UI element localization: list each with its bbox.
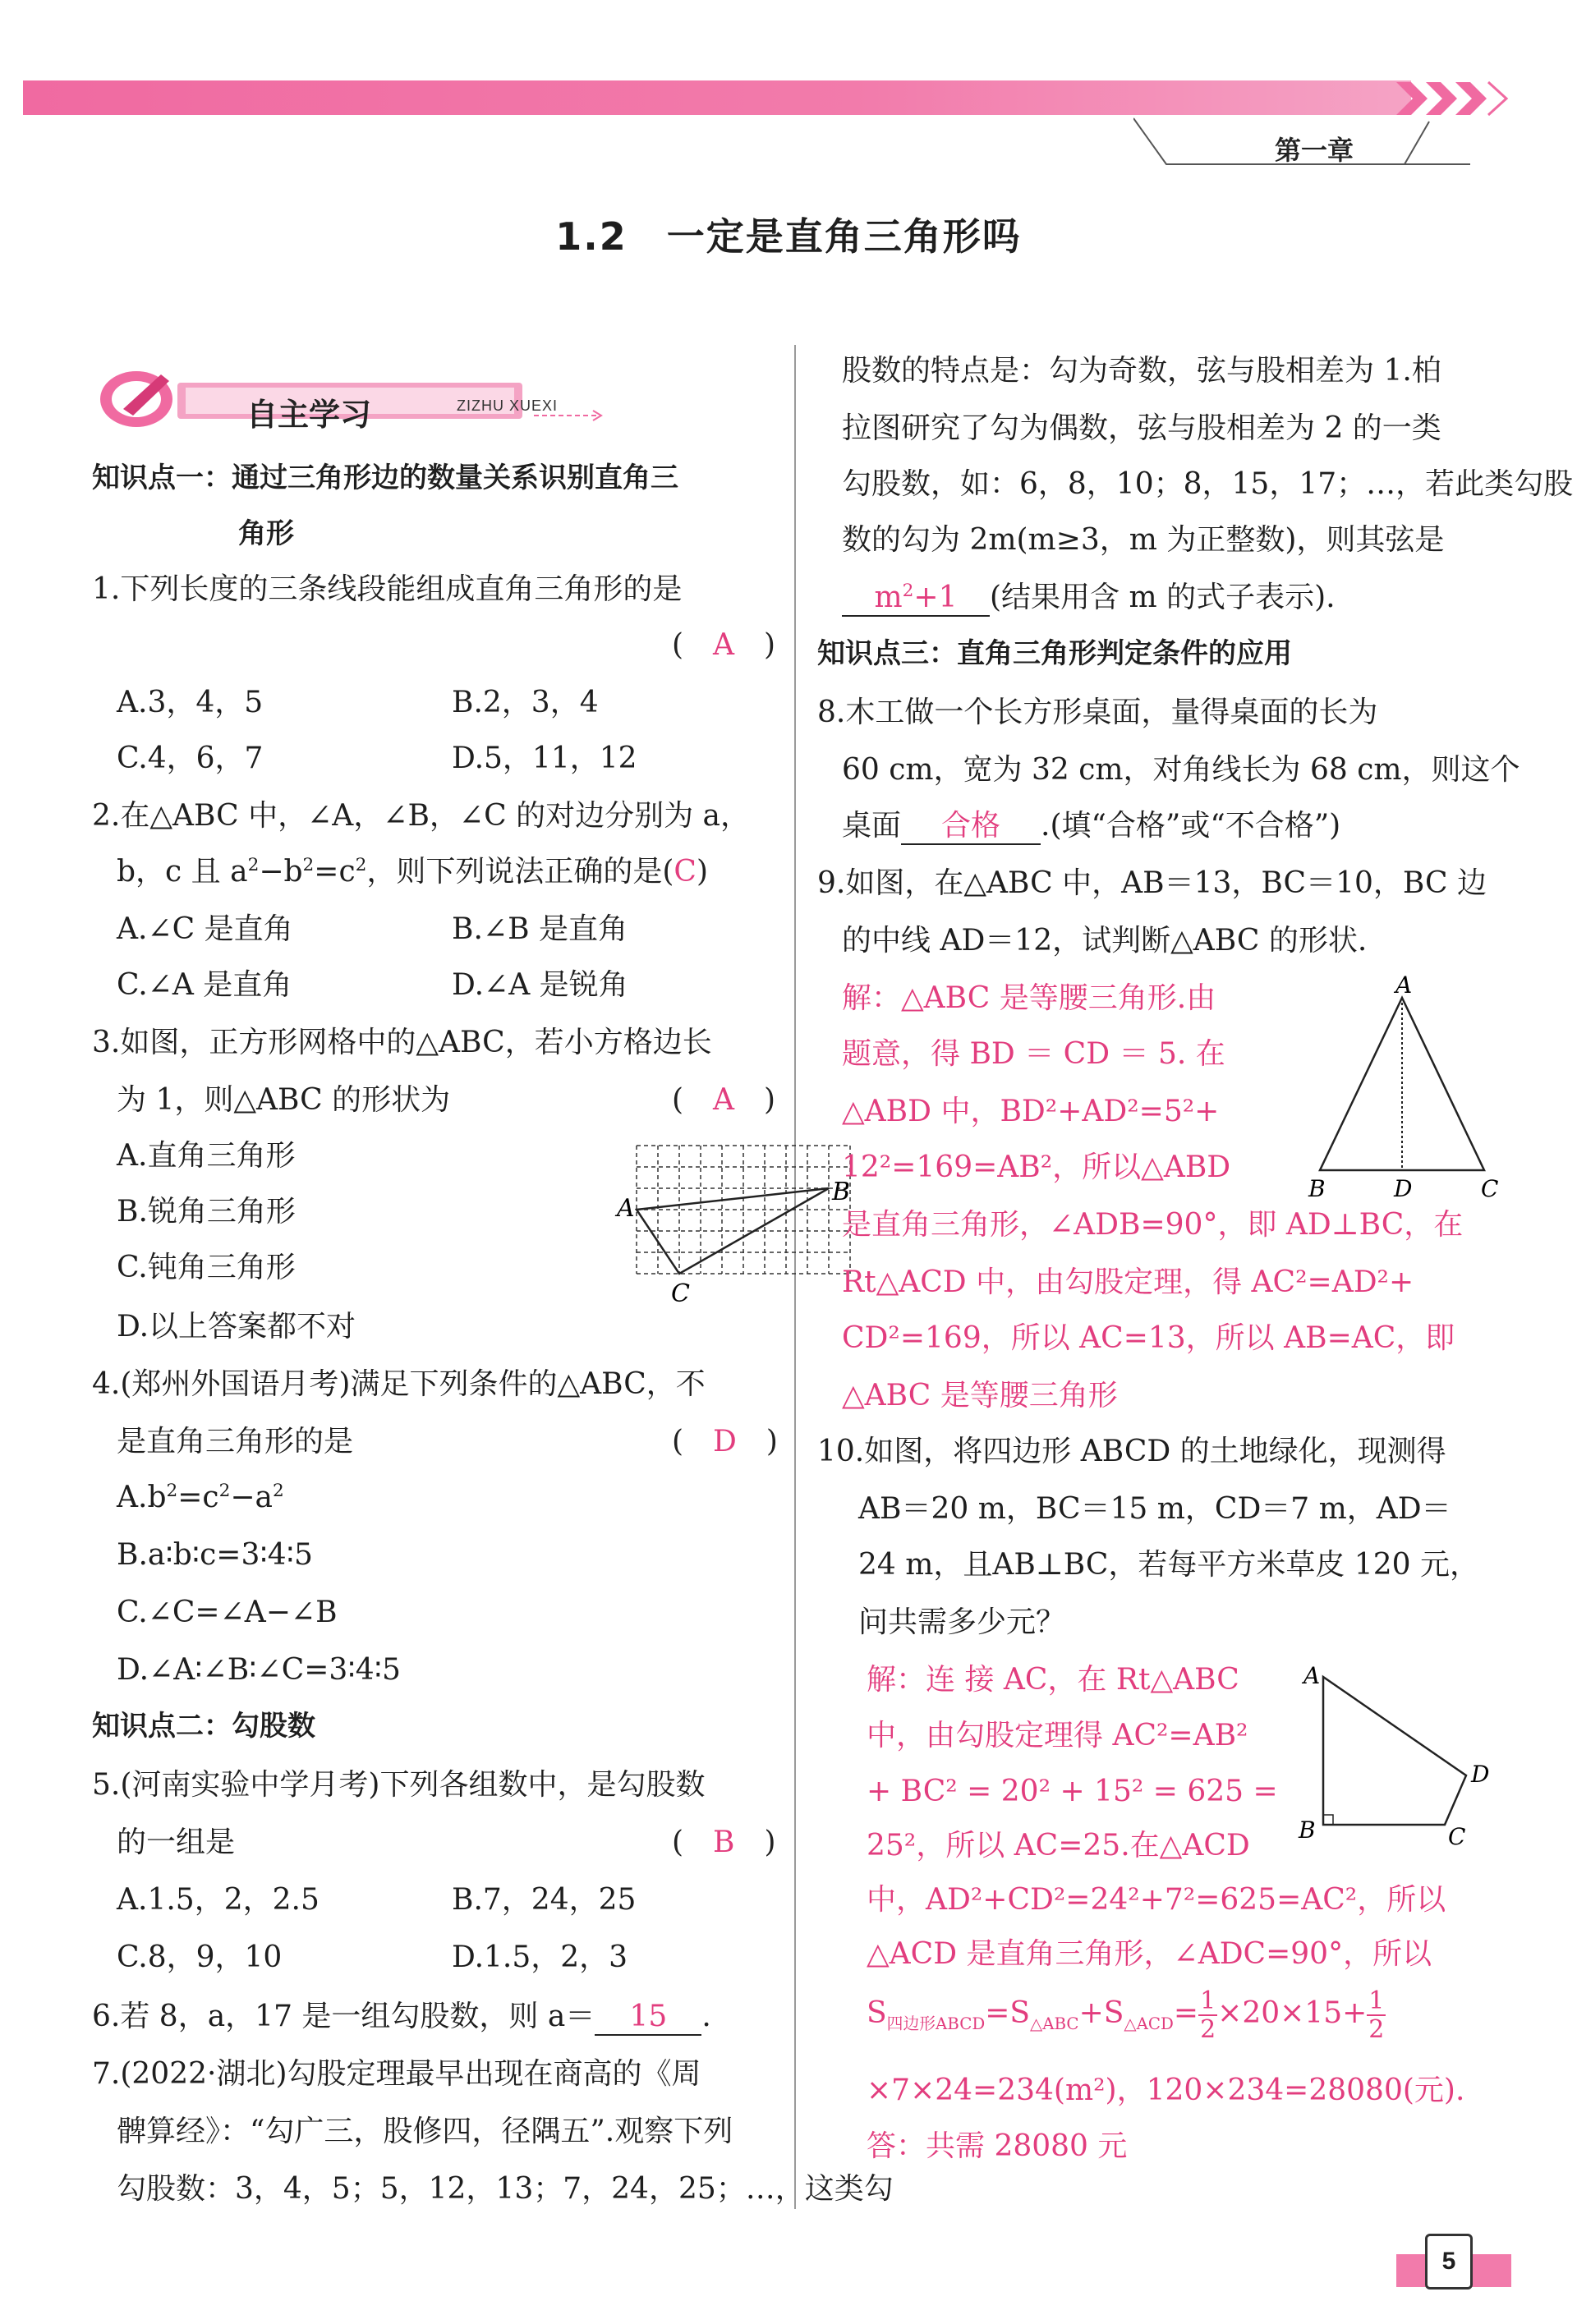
option-3c: C.钝角三角形 <box>117 1251 296 1284</box>
question-7-line8: $m^2+1$ (结果用含 m 的式子表示). <box>842 580 1336 617</box>
fig9-label-d: D <box>1394 1175 1413 1202</box>
answer-5: ( B ) <box>672 1826 776 1859</box>
question-7-line6: 勾股数，如：6，8，10；8，15，17；…，若此类勾股 <box>842 467 1574 501</box>
solution-10-formula: $S_{四边形ABCD}=S_{\triangle ABC}+S_{\triangle ACD}=$ $\frac{1}{2}$ ×20×15+ $\frac{1}{2}$ <box>867 1986 1385 2044</box>
knowledge-point-2: 知识点二：勾股数 <box>92 1710 315 1743</box>
question-10-line3: 24 m，且AB⊥BC，若每平方米草皮 120 元， <box>858 1548 1479 1582</box>
solution-10-line2: 中，由勾股定理得 AC²=AB² <box>867 1719 1248 1752</box>
question-3: 3.如图，正方形网格中的△ABC，若小方格边长 <box>92 1026 712 1059</box>
question-2-cont: b，c 且 $a^2-b^2=c^2$，则下列说法正确的是(C) <box>117 855 709 889</box>
solution-9-line1: 解：△ABC 是等腰三角形.由 <box>842 981 1216 1015</box>
question-9-line2: 的中线 AD＝12，试判断△ABC 的形状. <box>842 924 1368 958</box>
answer-3: ( A ) <box>672 1083 776 1117</box>
chapter-label: 第一章 <box>1274 135 1354 166</box>
knowledge-point-1-cont: 角形 <box>238 517 294 550</box>
option-5c: C.8，9，10 <box>117 1940 283 1974</box>
question-8: 8.木工做一个长方形桌面，量得桌面的长为 <box>817 696 1378 729</box>
solution-10-line3: + BC² = 20² + 15² = 625 = <box>867 1775 1278 1808</box>
question-4-cont: 是直角三角形的是 <box>117 1425 354 1458</box>
option-2d: D.∠A 是锐角 <box>452 968 628 1002</box>
fig9-label-a: A <box>1395 973 1413 999</box>
quadrilateral-figure <box>1295 1652 1509 1849</box>
page-number: 5 <box>1425 2234 1473 2290</box>
question-4: 4.(郑州外国语月考)满足下列条件的△ABC，不 <box>92 1367 706 1401</box>
option-2b: B.∠B 是直角 <box>452 912 628 946</box>
option-4d: D.∠A∶∠B∶∠C=3∶4∶5 <box>117 1653 401 1687</box>
question-10-line4: 问共需多少元？ <box>858 1605 1066 1639</box>
answer-4: ( D ) <box>672 1425 778 1458</box>
question-7-line4: 股数的特点是：勾为奇数，弦与股相差为 1.柏 <box>842 354 1441 388</box>
option-1a: A.3，4，5 <box>117 686 264 719</box>
solution-9-line6: Rt△ACD 中，由勾股定理，得 AC²=AD²+ <box>842 1265 1414 1299</box>
question-6: 6.若 8，a，17 是一组勾股数，则 a＝ 15 . <box>92 1999 711 2036</box>
header-band <box>23 80 1411 115</box>
solution-10-line6: △ACD 是直角三角形，∠ADC=90°，所以 <box>867 1937 1432 1971</box>
solution-10-line1: 解：连 接 AC，在 Rt△ABC <box>867 1663 1239 1697</box>
option-2c: C.∠A 是直角 <box>117 968 292 1002</box>
solution-10-line4: 25²，所以 AC=25.在△ACD <box>867 1829 1250 1862</box>
fig3-label-b: B <box>832 1178 851 1206</box>
answer-1: ( A ) <box>672 628 776 662</box>
question-10: 10.如图，将四边形 ABCD 的土地绿化，现测得 <box>817 1435 1446 1468</box>
answer-6: 15 <box>595 1999 701 2036</box>
option-3a: A.直角三角形 <box>117 1139 296 1173</box>
question-5-cont: 的一组是 <box>117 1826 236 1859</box>
question-5: 5.(河南实验中学月考)下列各组数中，是勾股数 <box>92 1768 706 1802</box>
fig3-label-c: C <box>671 1279 690 1308</box>
solution-9-line3: △ABD 中，BD²+AD²=5²+ <box>842 1095 1220 1128</box>
knowledge-point-3: 知识点三：直角三角形判定条件的应用 <box>817 637 1292 670</box>
question-7-line5: 拉图研究了勾为偶数，弦与股相差为 2 的一类 <box>842 411 1441 445</box>
page-title: 1.2 一定是直角三角形吗 <box>555 214 1022 259</box>
fig10-label-c: C <box>1448 1823 1466 1849</box>
option-4a: $A.b^2=c^2-a^2$ <box>117 1481 284 1514</box>
option-2a: A.∠C 是直角 <box>117 912 293 946</box>
option-1b: B.2，3，4 <box>452 686 599 719</box>
question-7-line3: 勾股数：3，4，5；5，12，13；7，24，25；…，这类勾 <box>117 2172 894 2206</box>
option-1c: C.4，6，7 <box>117 742 264 775</box>
fig9-label-b: B <box>1308 1175 1326 1202</box>
isosceles-triangle-figure <box>1303 973 1517 1203</box>
option-5d: D.1.5，2，3 <box>452 1940 628 1974</box>
question-3-cont: 为 1，则△ABC 的形状为 <box>117 1083 451 1117</box>
fig10-label-b: B <box>1299 1816 1316 1844</box>
fig10-label-d: D <box>1471 1761 1490 1788</box>
fig3-label-a: A <box>617 1194 635 1223</box>
solution-10-line5: 中，AD²+CD²=24²+7²=625=AC²，所以 <box>867 1883 1446 1917</box>
solution-10-line8: ×7×24=234(m²)，120×234=28080(元). <box>867 2074 1465 2107</box>
solution-9-line2: 题意，得 BD ＝ CD ＝ 5. 在 <box>842 1037 1225 1071</box>
question-7: 7.(2022·湖北)勾股定理最早出现在商高的《周 <box>92 2057 701 2091</box>
question-2: 2.在△ABC 中，∠A，∠B，∠C 的对边分别为 a， <box>92 799 750 833</box>
grid-triangle-figure <box>538 1129 867 1318</box>
fig10-label-a: A <box>1303 1662 1321 1689</box>
solution-9-line7: CD²=169，所以 AC=13，所以 AB=AC，即 <box>842 1321 1455 1355</box>
option-4b: B.a∶b∶c=3∶4∶5 <box>117 1538 313 1572</box>
option-5b: B.7，24，25 <box>452 1883 637 1917</box>
answer-8: 合格 <box>901 808 1041 845</box>
option-3d: D.以上答案都不对 <box>117 1310 356 1343</box>
question-7-line2: 髀算经》：“勾广三，股修四，径隅五”.观察下列 <box>117 2115 733 2148</box>
question-10-line2: AB＝20 m，BC＝15 m，CD＝7 m，AD＝ <box>858 1492 1451 1526</box>
question-8-line3: 桌面 合格 .(填“合格”或“不合格”) <box>842 808 1340 845</box>
option-5a: A.1.5，2，2.5 <box>117 1883 320 1917</box>
solution-9-line8: △ABC 是等腰三角形 <box>842 1379 1118 1412</box>
solution-9-line5: 是直角三角形，∠ADB=90°，即 AD⊥BC，在 <box>842 1208 1464 1242</box>
banner-subtitle: ZIZHU XUEXI <box>457 397 559 414</box>
option-1d: D.5，11，12 <box>452 742 637 775</box>
question-8-line2: 60 cm，宽为 32 cm，对角线长为 68 cm，则这个 <box>842 753 1520 787</box>
knowledge-point-1: 知识点一：通过三角形边的数量关系识别直角三 <box>92 462 678 494</box>
question-1: 1.下列长度的三条线段能组成直角三角形的是 <box>92 572 683 606</box>
option-3b: B.锐角三角形 <box>117 1195 296 1229</box>
solution-10-conclusion: 答：共需 28080 元 <box>867 2129 1128 2163</box>
solution-9-line4: 12²=169=AB²，所以△ABD <box>842 1151 1231 1184</box>
banner-title: 自主学习 <box>246 397 372 433</box>
option-4c: C.∠C=∠A−∠B <box>117 1596 338 1629</box>
question-9: 9.如图，在△ABC 中，AB＝13，BC＝10，BC 边 <box>817 866 1487 900</box>
question-7-line7: 数的勾为 2m(m≥3，m 为正整数)，则其弦是 <box>842 523 1445 557</box>
fig9-label-c: C <box>1481 1175 1499 1202</box>
answer-7: $m^2+1$ <box>842 580 990 617</box>
